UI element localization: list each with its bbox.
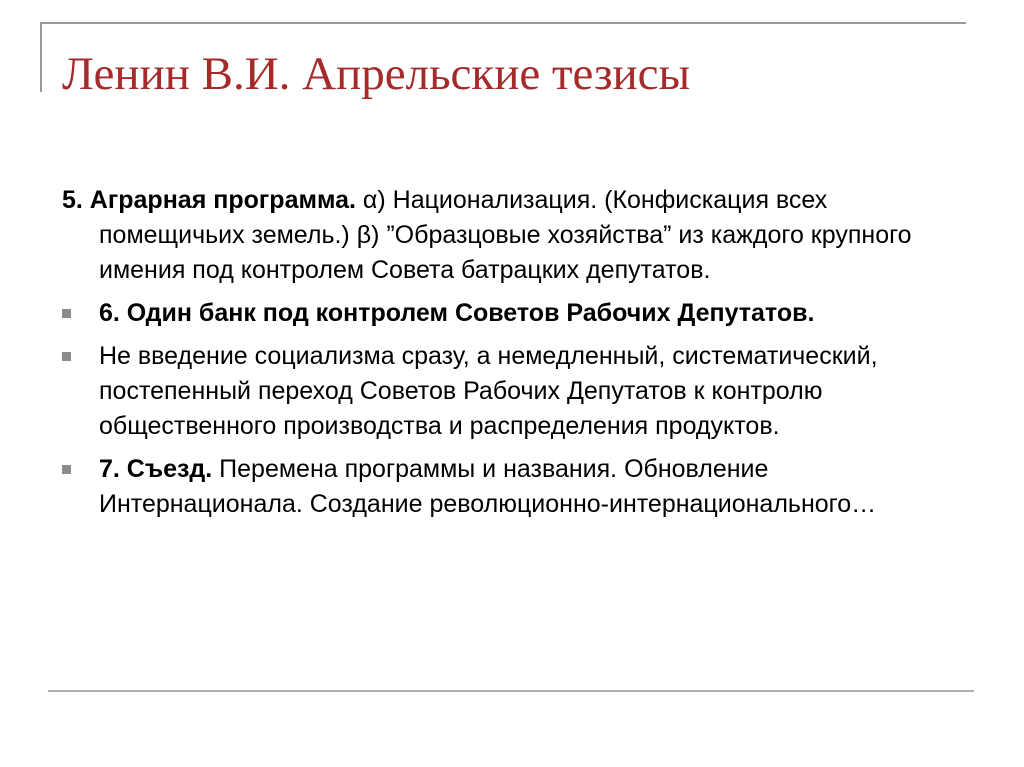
list-item-lead: 7. Съезд. (99, 455, 213, 483)
slide-title: Ленин В.И. Апрельские тезисы (62, 48, 691, 100)
square-bullet-icon (62, 352, 71, 361)
list-item-lead: 6. Один банк под контролем Советов Рабочих Депутатов. (99, 299, 815, 327)
list-item-bank (62, 296, 962, 331)
list-item-text: Перемена программы и названия. Обновление Интернационала. Создание революционно-интернационального… (99, 455, 877, 518)
left-rule (40, 22, 42, 92)
bottom-rule (48, 690, 974, 692)
square-bullet-icon (62, 465, 71, 474)
paragraph-text: α) Национализация. (Конфискация всех помещичьих земель.) β) ”Образцовые хозяйства” из каждого крупного имения под контролем Совета батрацких депутатов. (99, 186, 912, 284)
paragraph-lead: 5. Аграрная программа. (62, 186, 356, 214)
list-item-transition (62, 339, 962, 444)
list-item-congress (62, 452, 962, 522)
paragraph-agrarian-program (62, 183, 962, 288)
top-rule (40, 22, 966, 24)
slide-body (62, 183, 962, 530)
square-bullet-icon (62, 309, 71, 318)
list-item-text: Не введение социализма сразу, а немедленный, систематический, постепенный переход Советов Рабочих Депутатов к контролю общественного производства и распределения продуктов. (99, 342, 878, 440)
